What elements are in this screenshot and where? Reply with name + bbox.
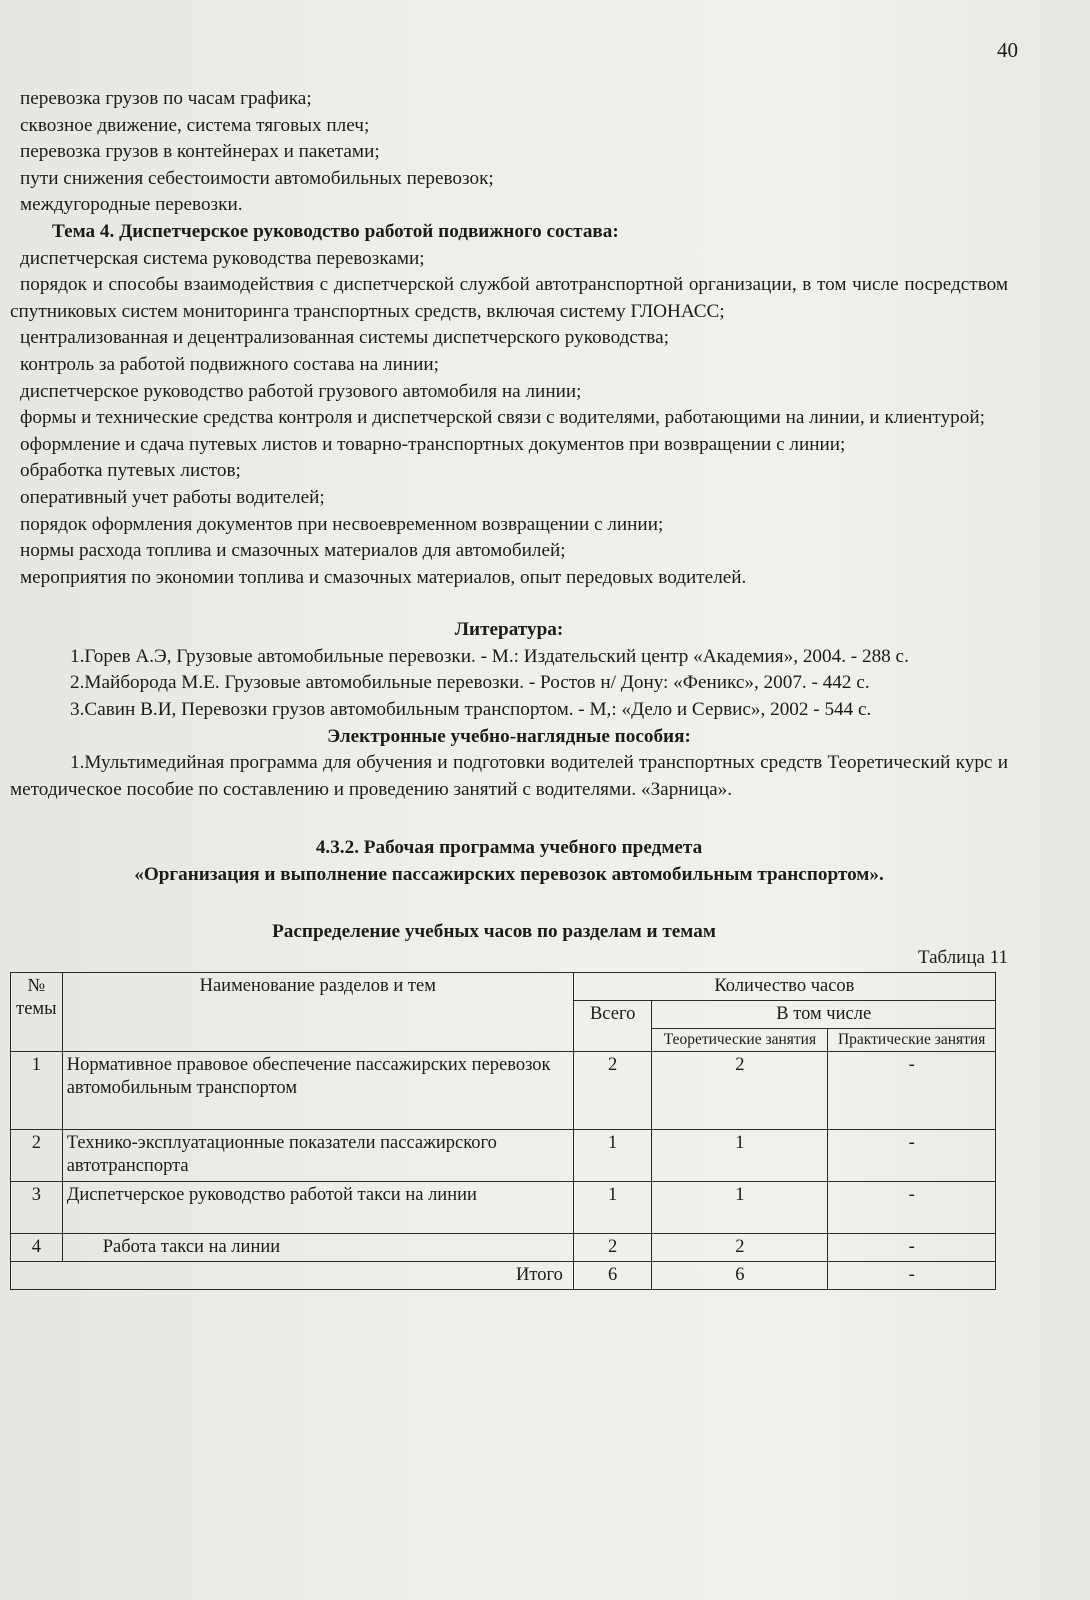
topic-4-item: диспетчерская система руководства перевозками;: [20, 247, 425, 269]
row-num: 4: [11, 1233, 63, 1261]
row-name: Диспетчерское руководство работой такси на линии: [62, 1181, 573, 1233]
topic-4-item: централизованная и децентрализованная системы диспетчерского руководства;: [20, 327, 669, 349]
row-total: 2: [573, 1051, 652, 1129]
electronic-item-text: Мультимедийная программа для обучения и подготовки водителей транспортных средств Теоретический курс и методическое пособие по составлению и проведению занятий с водителями. «Зарница».: [10, 752, 1008, 800]
total-label: Итого: [11, 1261, 574, 1289]
row-total: 2: [573, 1233, 652, 1261]
header-name: Наименование разделов и тем: [62, 972, 573, 1051]
electronic-item-number: 1.: [70, 752, 85, 774]
total-theory: 6: [652, 1261, 828, 1289]
intro-line: сквозное движение, система тяговых плеч;: [20, 114, 370, 136]
literature-item-text: Майборода М.Е. Грузовые автомобильные перевозки. - Ростов н/ Дону: «Феникс», 2007. - 442 с.: [84, 672, 870, 694]
row-theory: 1: [652, 1129, 828, 1181]
literature-item-number: 2.: [70, 672, 85, 694]
table-total-row: [11, 1261, 996, 1289]
intro-line: перевозка грузов в контейнерах и пакетами;: [20, 141, 380, 163]
row-name: Технико-эксплуатационные показатели пассажирского автотранспорта: [62, 1129, 573, 1181]
header-theory: Теоретические занятия: [652, 1028, 828, 1051]
table-row: [11, 1051, 996, 1129]
literature-item-number: 1.: [70, 645, 85, 667]
header-practice: Практические занятия: [828, 1028, 996, 1051]
literature-item-text: Савин В.И, Перевозки грузов автомобильным транспортом. - М,: «Дело и Сервис», 2002 - 544 с.: [84, 699, 872, 721]
row-num: 3: [11, 1181, 63, 1233]
topic-4-item: порядок оформления документов при несвоевременном возвращении с линии;: [20, 513, 664, 535]
topic-4-item: мероприятия по экономии топлива и смазочных материалов, опыт передовых водителей.: [20, 566, 747, 588]
table-header-row: [11, 972, 996, 1000]
intro-line: перевозка грузов по часам графика;: [20, 88, 312, 109]
topic-4-item: оперативный учет работы водителей;: [20, 486, 325, 508]
topic-4-item: оформление и сдача путевых листов и товарно-транспортных документов при возвращении с линии;: [20, 433, 846, 455]
literature-item: [10, 644, 1008, 671]
row-name: Нормативное правовое обеспечение пассажирских перевозок автомобильным транспортом: [62, 1051, 573, 1129]
table-row: [11, 1181, 996, 1233]
header-total: Всего: [573, 1000, 652, 1051]
row-theory: 2: [652, 1233, 828, 1261]
row-num: 2: [11, 1129, 63, 1181]
row-practice: -: [828, 1181, 996, 1233]
literature-heading: Литература:: [454, 619, 564, 641]
total-hours: 6: [573, 1261, 652, 1289]
topic-4-item: нормы расхода топлива и смазочных материалов для автомобилей;: [20, 540, 566, 562]
row-practice: -: [828, 1129, 996, 1181]
row-total: 1: [573, 1181, 652, 1233]
literature-item: [10, 670, 1008, 697]
header-including: В том числе: [652, 1000, 996, 1028]
literature-item: [10, 697, 1008, 724]
topic-4-item: формы и технические средства контроля и диспетчерской связи с водителями, работающими на линии, и клиентурой;: [20, 407, 985, 429]
program-subtitle: «Организация и выполнение пассажирских перевозок автомобильным транспортом».: [134, 864, 884, 886]
row-practice: -: [828, 1051, 996, 1129]
row-num: 1: [11, 1051, 63, 1129]
program-title: 4.3.2. Рабочая программа учебного предмета: [315, 837, 703, 859]
row-name: Работа такси на линии: [62, 1233, 573, 1261]
topic-4-item: обработка путевых листов;: [20, 460, 241, 482]
distribution-title: Распределение учебных часов по разделам и темам: [272, 920, 716, 942]
header-num: № темы: [11, 972, 63, 1051]
table-label: Таблица 11: [917, 947, 1008, 969]
row-theory: 2: [652, 1051, 828, 1129]
intro-line: пути снижения себестоимости автомобильных перевозок;: [20, 167, 494, 189]
page-number: 40: [997, 38, 1018, 62]
topic-4-item: порядок и способы взаимодействия с диспетчерской службой автотранспортной организации, в том числе посредством спутниковых систем мониторинга транспортных средств, включая систему ГЛОНАСС;: [10, 274, 1008, 322]
topic-4-heading: Тема 4. Диспетчерское руководство работой подвижного состава:: [52, 220, 619, 242]
topic-4-item: диспетчерское руководство работой грузового автомобиля на линии;: [20, 380, 582, 402]
header-hours: Количество часов: [573, 972, 995, 1000]
row-total: 1: [573, 1129, 652, 1181]
total-practice: -: [828, 1261, 996, 1289]
electronic-item: [10, 750, 1008, 803]
intro-line: междугородные перевозки.: [20, 194, 243, 216]
table-row: [11, 1233, 996, 1261]
literature-item-text: Горев А.Э, Грузовые автомобильные перевозки. - М.: Издательский центр «Академия», 2004. - 288 с.: [84, 645, 909, 667]
literature-item-number: 3.: [70, 699, 85, 721]
hours-table: [10, 972, 996, 1290]
page-content: [10, 86, 1008, 1290]
topic-4-item: контроль за работой подвижного состава на линии;: [20, 353, 440, 375]
row-theory: 1: [652, 1181, 828, 1233]
electronic-heading: Электронные учебно-наглядные пособия:: [327, 725, 691, 747]
row-practice: -: [828, 1233, 996, 1261]
table-row: [11, 1129, 996, 1181]
